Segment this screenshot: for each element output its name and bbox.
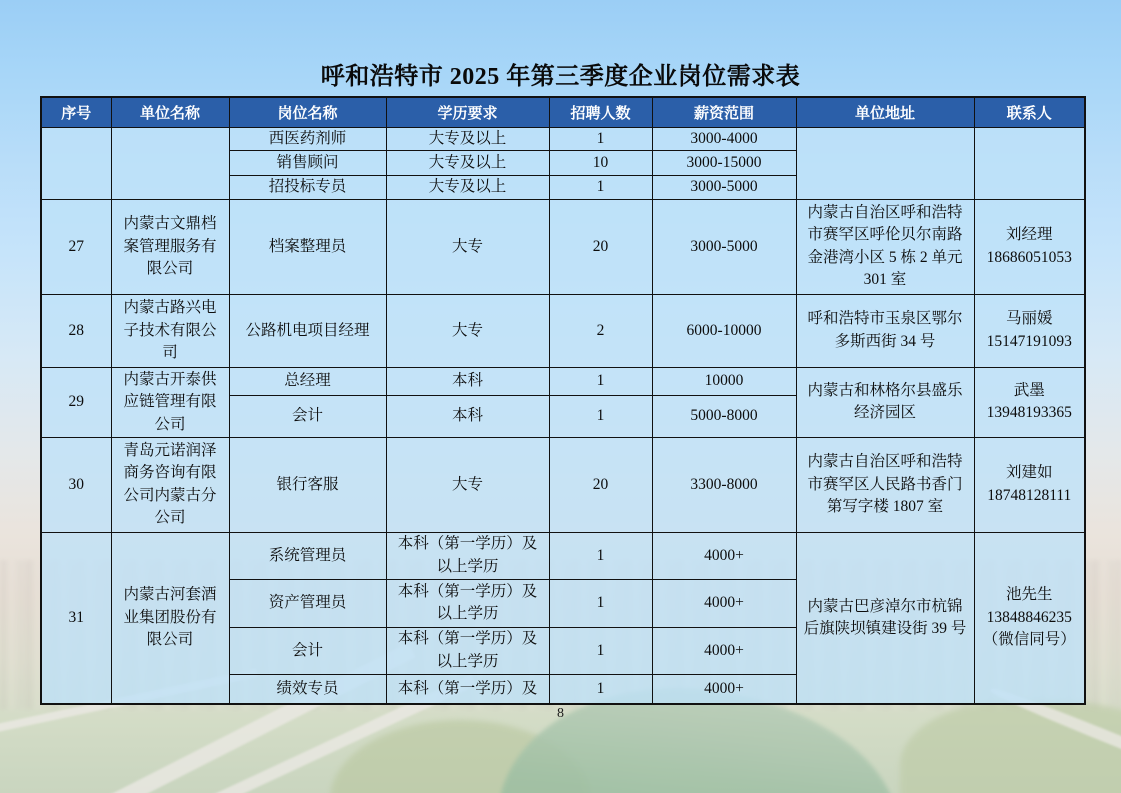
job-demand-table <box>40 96 1086 705</box>
contact-phone: 13848846235 <box>986 608 1072 626</box>
position-cell: 会计 <box>229 395 386 437</box>
contact-cell <box>974 367 1085 437</box>
contact-cell <box>974 199 1085 294</box>
salary-cell: 4000+ <box>652 674 796 704</box>
position-cell: 银行客服 <box>229 437 386 532</box>
count-cell: 1 <box>549 627 652 674</box>
salary-cell: 6000-10000 <box>652 294 796 367</box>
contact-name: 武墨 <box>1013 381 1045 399</box>
company-cell: 内蒙古河套酒业集团股份有限公司 <box>111 532 229 704</box>
company-cell <box>111 128 229 200</box>
col-header-address: 单位地址 <box>796 97 974 128</box>
contact-name: 刘经理 <box>1005 226 1053 244</box>
contact-phone: 18748128111 <box>987 486 1072 504</box>
count-cell: 1 <box>549 395 652 437</box>
count-cell: 1 <box>549 579 652 627</box>
contact-phone: 13948193365 <box>986 404 1072 422</box>
salary-cell: 4000+ <box>652 627 796 674</box>
salary-cell: 3000-4000 <box>652 128 796 151</box>
contact-name: 刘建如 <box>1005 464 1053 482</box>
contact-cell <box>974 437 1085 532</box>
position-cell: 资产管理员 <box>229 579 386 627</box>
salary-cell: 3000-15000 <box>652 151 796 176</box>
serial-cell: 31 <box>41 532 111 704</box>
salary-cell: 4000+ <box>652 532 796 579</box>
education-cell: 大专及以上 <box>386 176 549 199</box>
salary-cell: 3300-8000 <box>652 437 796 532</box>
serial-cell: 29 <box>41 367 111 437</box>
education-cell: 本科（第一学历）及以上学历 <box>386 627 549 674</box>
position-cell: 系统管理员 <box>229 532 386 579</box>
serial-cell: 30 <box>41 437 111 532</box>
education-cell: 大专及以上 <box>386 128 549 151</box>
contact-name: 马丽媛 <box>1005 310 1053 328</box>
count-cell: 1 <box>549 128 652 151</box>
count-cell: 1 <box>549 367 652 395</box>
education-cell: 本科（第一学历）及以上学历 <box>386 532 549 579</box>
position-cell: 总经理 <box>229 367 386 395</box>
education-cell: 本科（第一学历）及 <box>386 674 549 704</box>
salary-cell: 3000-5000 <box>652 176 796 199</box>
company-cell: 内蒙古路兴电子技术有限公司 <box>111 294 229 367</box>
position-cell: 档案整理员 <box>229 199 386 294</box>
table-row <box>41 532 1085 579</box>
col-header-salary: 薪资范围 <box>652 97 796 128</box>
col-header-serial: 序号 <box>41 97 111 128</box>
position-cell: 招投标专员 <box>229 176 386 199</box>
table-row <box>41 367 1085 395</box>
serial-cell <box>41 128 111 200</box>
salary-cell: 3000-5000 <box>652 199 796 294</box>
table-row <box>41 128 1085 151</box>
serial-cell: 27 <box>41 199 111 294</box>
count-cell: 20 <box>549 437 652 532</box>
page-number: 8 <box>557 706 564 721</box>
company-cell: 青岛元诺润泽商务咨询有限公司内蒙古分公司 <box>111 437 229 532</box>
table-row <box>41 294 1085 367</box>
position-cell: 公路机电项目经理 <box>229 294 386 367</box>
count-cell: 20 <box>549 199 652 294</box>
contact-note: （微信同号） <box>982 631 1076 649</box>
col-header-position: 岗位名称 <box>229 97 386 128</box>
count-cell: 10 <box>549 151 652 176</box>
count-cell: 2 <box>549 294 652 367</box>
col-header-company: 单位名称 <box>111 97 229 128</box>
salary-cell: 5000-8000 <box>652 395 796 437</box>
address-cell: 内蒙古巴彦淖尔市杭锦后旗陕坝镇建设街 39 号 <box>796 532 974 704</box>
education-cell: 大专 <box>386 294 549 367</box>
address-cell: 内蒙古自治区呼和浩特市赛罕区呼伦贝尔南路金港湾小区 5 栋 2 单元 301 室 <box>796 199 974 294</box>
serial-cell: 28 <box>41 294 111 367</box>
position-cell: 西医药剂师 <box>229 128 386 151</box>
position-cell: 会计 <box>229 627 386 674</box>
company-cell: 内蒙古开泰供应链管理有限公司 <box>111 367 229 437</box>
col-header-contact: 联系人 <box>974 97 1085 128</box>
count-cell: 1 <box>549 532 652 579</box>
salary-cell: 4000+ <box>652 579 796 627</box>
education-cell: 本科 <box>386 367 549 395</box>
col-header-count: 招聘人数 <box>549 97 652 128</box>
education-cell: 本科 <box>386 395 549 437</box>
contact-name: 池先生 <box>1005 586 1053 604</box>
education-cell: 大专 <box>386 437 549 532</box>
contact-cell <box>974 532 1085 704</box>
count-cell: 1 <box>549 176 652 199</box>
address-cell: 内蒙古和林格尔县盛乐经济园区 <box>796 367 974 437</box>
contact-cell <box>974 128 1085 200</box>
education-cell: 本科（第一学历）及以上学历 <box>386 579 549 627</box>
count-cell: 1 <box>549 674 652 704</box>
contact-phone: 15147191093 <box>986 332 1072 350</box>
address-cell: 内蒙古自治区呼和浩特市赛罕区人民路书香门第写字楼 1807 室 <box>796 437 974 532</box>
col-header-education: 学历要求 <box>386 97 549 128</box>
header-row <box>41 97 1085 128</box>
contact-phone: 18686051053 <box>986 248 1072 266</box>
position-cell: 绩效专员 <box>229 674 386 704</box>
salary-cell: 10000 <box>652 367 796 395</box>
address-cell: 呼和浩特市玉泉区鄂尔多斯西街 34 号 <box>796 294 974 367</box>
position-cell: 销售顾问 <box>229 151 386 176</box>
contact-cell <box>974 294 1085 367</box>
table-row <box>41 437 1085 532</box>
education-cell: 大专 <box>386 199 549 294</box>
page-title: 呼和浩特市 2025 年第三季度企业岗位需求表 <box>320 64 801 90</box>
address-cell <box>796 128 974 200</box>
education-cell: 大专及以上 <box>386 151 549 176</box>
table-row <box>41 199 1085 294</box>
company-cell: 内蒙古文鼎档案管理服务有限公司 <box>111 199 229 294</box>
